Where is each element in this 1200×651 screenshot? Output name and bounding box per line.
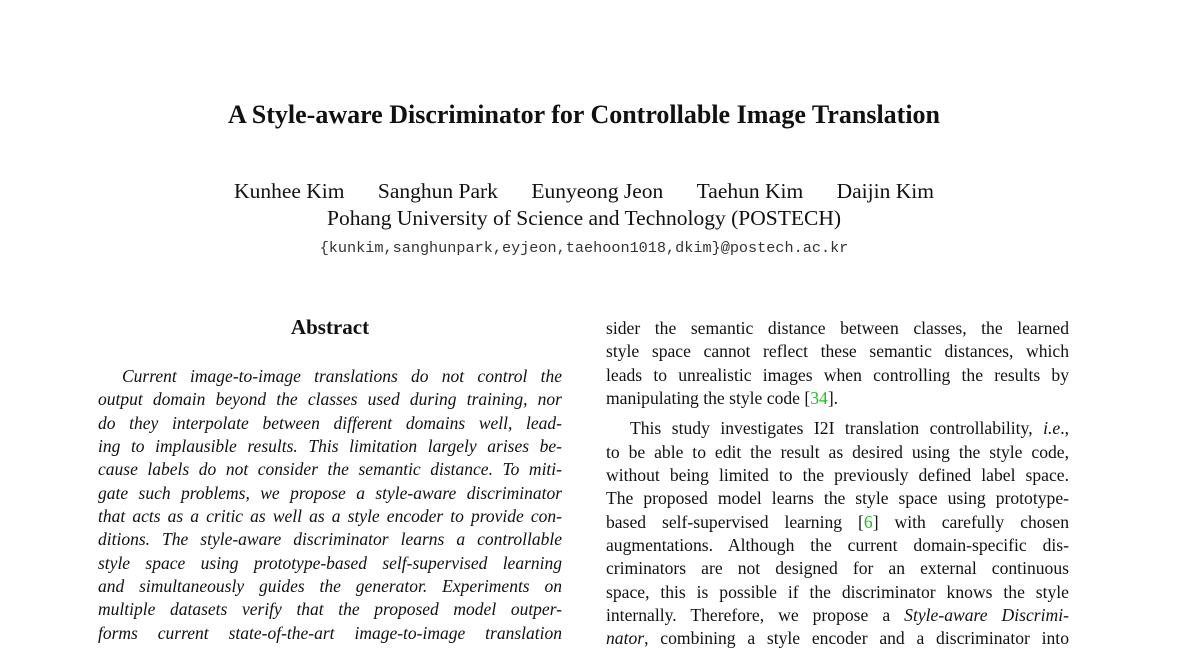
body-text: This study investigates I2I translation controllability, (630, 418, 1044, 439)
author-name: Sanghun Park (377, 179, 498, 203)
abstract-line: multiple datasets verify that the proposed model outper- (98, 599, 562, 620)
body-text: , combining a style encoder and a discriminator into (644, 628, 1069, 649)
body-line (606, 627, 1069, 650)
emphasis-text: i.e (1043, 418, 1061, 439)
author-name: Taehun Kim (696, 179, 804, 203)
abstract-line: that acts as a critic as well as a style encoder to provide con- (98, 506, 562, 527)
abstract-line: do they interpolate between different domains well, lead- (98, 412, 562, 433)
body-text: based self-supervised learning [ (606, 511, 864, 532)
abstract-line: Current image-to-image translations do not control the (122, 366, 562, 386)
body-line (606, 387, 1069, 410)
abstract-heading: Abstract (290, 315, 370, 339)
author-name: Daijin Kim (836, 179, 934, 203)
abstract-line: forms current state-of-the-art image-to-image translation (98, 622, 562, 643)
body-line: leads to unrealistic images when controlling the results by (606, 364, 1069, 385)
abstract-line: ing to implausible results. This limitation largely arises be- (98, 436, 562, 457)
emphasis-text: nator (606, 628, 645, 649)
citation-link[interactable]: 6 (863, 511, 873, 532)
body-text: ] with carefully chosen (872, 511, 1070, 532)
body-line: sider the semantic distance between classes, the learned (606, 318, 1069, 338)
paper-title: A Style-aware Discriminator for Controllable Image Translation (227, 100, 941, 129)
citation-link[interactable]: 34 (810, 388, 828, 409)
author-affiliation: Pohang University of Science and Technology (POSTECH) (326, 206, 842, 230)
abstract-body (98, 365, 562, 645)
author-name: Kunhee Kim (234, 179, 345, 203)
author-name: Eunyeong Jeon (531, 179, 664, 203)
body-line: to be able to edit the result as desired using the style code, (606, 441, 1069, 462)
body-line: space, this is possible if the discriminator knows the style (606, 581, 1069, 602)
abstract-line: and simultaneously guides the generator. Experiments on (98, 576, 562, 597)
body-line (606, 604, 1069, 627)
author-list (0, 178, 1168, 204)
emphasis-text: Style-aware Discrimi- (904, 605, 1069, 626)
body-text: ., (1060, 418, 1069, 439)
body-text: ]. (827, 388, 839, 409)
abstract-line: cause labels do not consider the semantic distance. To miti- (98, 459, 562, 480)
body-line: style space cannot reflect these semantic distances, which (606, 341, 1069, 362)
abstract-line: gate such problems, we propose a style-aware discriminator (98, 482, 562, 503)
author-emails: {kunkim,sanghunpark,eyjeon,taehoon1018,dkim}@postech.ac.kr (319, 239, 849, 257)
intro-column (606, 317, 1069, 651)
body-line: criminators are not designed for an external continuous (606, 558, 1069, 579)
body-line: augmentations. Although the current domain-specific dis- (606, 535, 1069, 556)
body-line: without being limited to the previously defined label space. (606, 465, 1069, 486)
abstract-line: ditions. The style-aware discriminator learns a controllable (98, 529, 562, 550)
abstract-line: style space using prototype-based self-supervised learning (98, 552, 562, 573)
body-text: manipulating the style code [ (606, 388, 811, 409)
body-line: The proposed model learns the style space using prototype- (606, 488, 1069, 509)
body-text: internally. Therefore, we propose a (606, 605, 905, 626)
body-line (606, 417, 1069, 440)
abstract-line: output domain beyond the classes used during training, nor (98, 389, 562, 410)
body-line (606, 511, 1069, 534)
